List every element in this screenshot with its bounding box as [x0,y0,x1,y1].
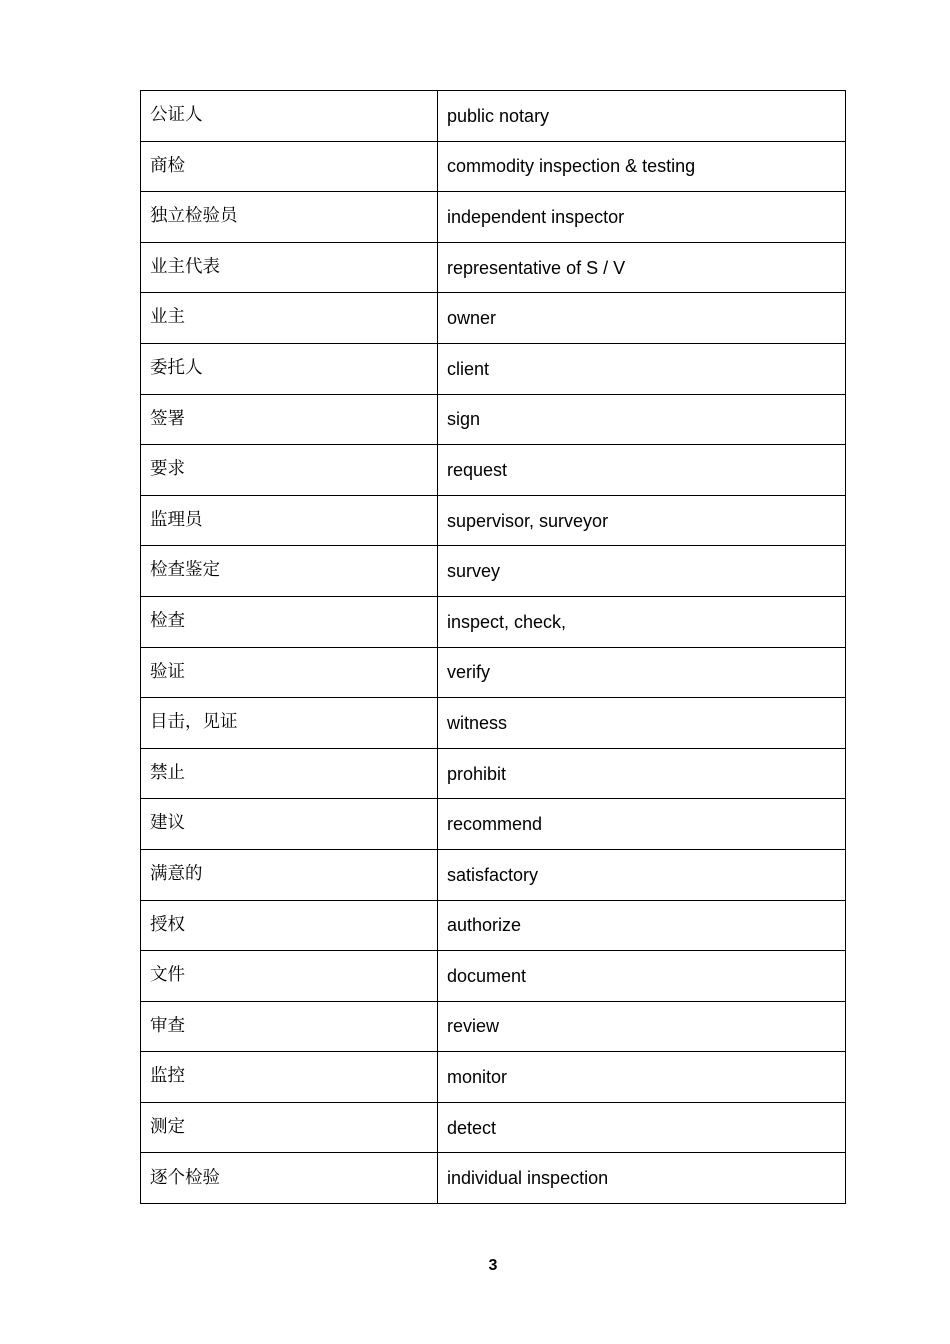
table-row [141,1153,846,1204]
english-term-cell: document [438,951,846,1002]
table-row [141,596,846,647]
english-term-cell: verify [438,647,846,698]
chinese-term-cell: 商检 [141,141,438,192]
chinese-term-cell: 监理员 [141,495,438,546]
table-row [141,141,846,192]
chinese-term-cell: 检查鉴定 [141,546,438,597]
table-row [141,192,846,243]
english-term-cell: witness [438,698,846,749]
chinese-term-cell: 监控 [141,1052,438,1103]
chinese-term-cell: 验证 [141,647,438,698]
table-row [141,647,846,698]
table-row [141,242,846,293]
table-row [141,849,846,900]
chinese-term-cell: 委托人 [141,343,438,394]
chinese-term-cell: 业主 [141,293,438,344]
chinese-term-cell: 独立检验员 [141,192,438,243]
table-row [141,343,846,394]
english-term-cell: request [438,445,846,496]
english-term-cell: individual inspection [438,1153,846,1204]
english-term-cell: owner [438,293,846,344]
table-row [141,1052,846,1103]
english-term-cell: authorize [438,900,846,951]
table-row [141,748,846,799]
chinese-term-cell: 检查 [141,596,438,647]
chinese-term-cell: 文件 [141,951,438,1002]
table-row [141,900,846,951]
english-term-cell: client [438,343,846,394]
page-number: 3 [488,1257,498,1274]
table-row [141,1001,846,1052]
chinese-term-cell: 测定 [141,1102,438,1153]
table-row [141,951,846,1002]
table-row [141,495,846,546]
table-row [141,445,846,496]
table-row [141,546,846,597]
english-term-cell: survey [438,546,846,597]
english-term-cell: recommend [438,799,846,850]
english-term-cell: detect [438,1102,846,1153]
english-term-cell: supervisor, surveyor [438,495,846,546]
english-term-cell: representative of S / V [438,242,846,293]
chinese-term-cell: 审查 [141,1001,438,1052]
chinese-term-cell: 禁止 [141,748,438,799]
english-term-cell: review [438,1001,846,1052]
english-term-cell: independent inspector [438,192,846,243]
table-row [141,293,846,344]
chinese-term-cell: 签署 [141,394,438,445]
glossary-table [140,90,846,1204]
chinese-term-cell: 逐个检验 [141,1153,438,1204]
chinese-term-cell: 授权 [141,900,438,951]
table-row [141,91,846,142]
chinese-term-cell: 目击，见证 [141,698,438,749]
english-term-cell: prohibit [438,748,846,799]
english-term-cell: sign [438,394,846,445]
english-term-cell: commodity inspection & testing [438,141,846,192]
table-row [141,799,846,850]
chinese-term-cell: 建议 [141,799,438,850]
english-term-cell: public notary [438,91,846,142]
table-row [141,698,846,749]
chinese-term-cell: 要求 [141,445,438,496]
glossary-table-body [141,91,846,1204]
english-term-cell: monitor [438,1052,846,1103]
table-row [141,1102,846,1153]
table-row [141,394,846,445]
english-term-cell: satisfactory [438,849,846,900]
english-term-cell: inspect, check, [438,596,846,647]
chinese-term-cell: 业主代表 [141,242,438,293]
chinese-term-cell: 公证人 [141,91,438,142]
chinese-term-cell: 满意的 [141,849,438,900]
